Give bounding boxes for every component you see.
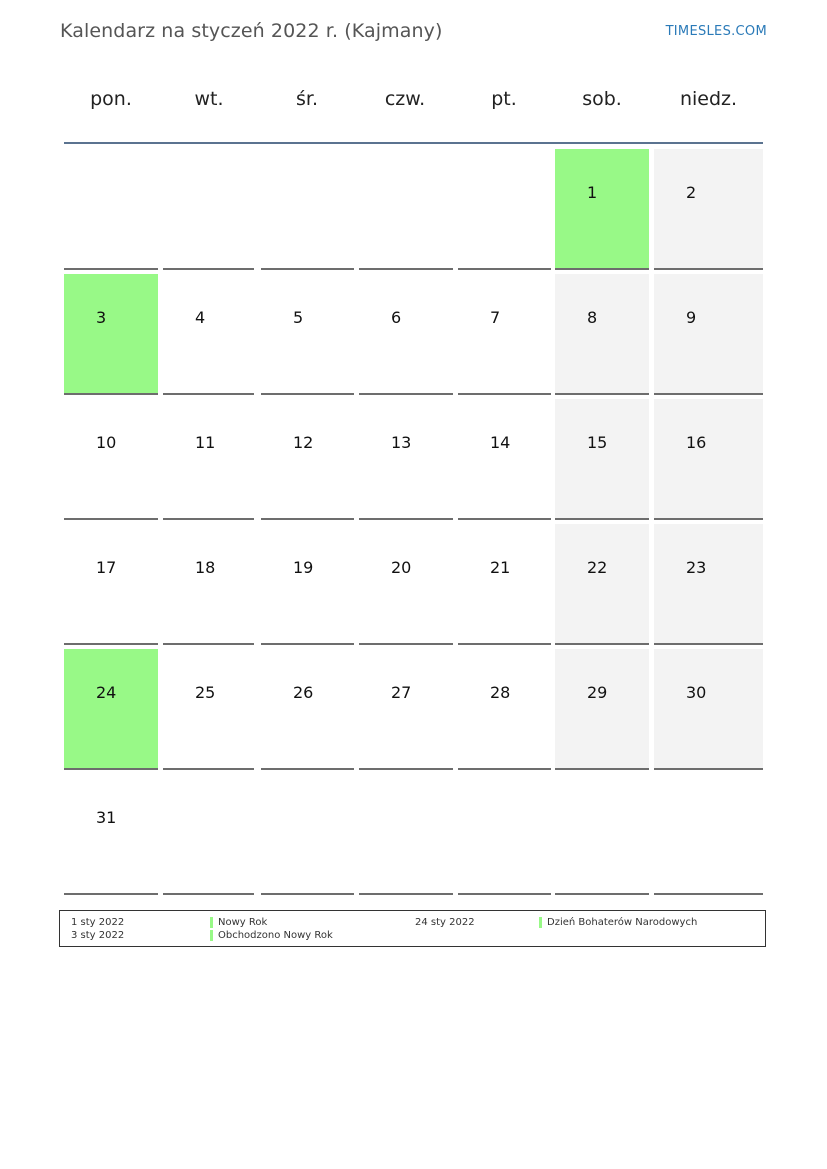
day-cell-wed[interactable] xyxy=(261,274,354,395)
legend-date: 24 sty 2022 xyxy=(415,917,475,928)
weekday-fri: pt. xyxy=(491,88,517,110)
day-number: 15 xyxy=(587,433,608,452)
weekday-thu: czw. xyxy=(384,88,426,110)
day-cell-fri xyxy=(458,774,551,895)
weekday-sun: niedz. xyxy=(679,88,738,110)
day-number: 25 xyxy=(195,683,216,702)
day-number: 5 xyxy=(293,308,304,327)
legend-holiday-name: Dzień Bohaterów Narodowych xyxy=(547,917,698,928)
day-cell-tue[interactable] xyxy=(163,399,254,520)
day-cell-wed[interactable] xyxy=(261,524,354,645)
day-number: 16 xyxy=(686,433,707,452)
legend-holiday-marker xyxy=(210,930,213,941)
day-cell-sat[interactable] xyxy=(555,399,649,520)
day-cell-mon[interactable] xyxy=(64,399,158,520)
day-number: 3 xyxy=(96,308,107,327)
legend-holiday-marker xyxy=(210,917,213,928)
day-number: 9 xyxy=(686,308,697,327)
day-cell-thu[interactable] xyxy=(359,524,453,645)
legend-date: 1 sty 2022 xyxy=(71,917,125,928)
day-cell-thu[interactable] xyxy=(359,274,453,395)
day-number: 19 xyxy=(293,558,314,577)
day-cell-thu xyxy=(359,149,453,270)
day-number: 31 xyxy=(96,808,117,827)
day-number: 7 xyxy=(490,308,501,327)
day-number: 10 xyxy=(96,433,117,452)
page-title: Kalendarz na styczeń 2022 r. (Kajmany) xyxy=(60,20,443,42)
weekday-sat: sob. xyxy=(582,88,622,110)
day-number: 18 xyxy=(195,558,216,577)
day-cell-thu xyxy=(359,774,453,895)
day-number: 29 xyxy=(587,683,608,702)
day-cell-thu[interactable] xyxy=(359,399,453,520)
day-number: 28 xyxy=(490,683,511,702)
day-cell-fri[interactable] xyxy=(458,399,551,520)
day-cell-mon[interactable] xyxy=(64,274,158,395)
day-cell-wed[interactable] xyxy=(261,399,354,520)
day-number: 14 xyxy=(490,433,511,452)
weekday-wed: śr. xyxy=(295,88,318,110)
day-number: 2 xyxy=(686,183,697,202)
day-number: 17 xyxy=(96,558,117,577)
day-cell-wed[interactable] xyxy=(261,649,354,770)
day-cell-mon[interactable] xyxy=(64,524,158,645)
day-cell-mon xyxy=(64,149,158,270)
day-cell-tue[interactable] xyxy=(163,524,254,645)
day-cell-thu[interactable] xyxy=(359,649,453,770)
weekday-mon: pon. xyxy=(90,88,132,110)
day-cell-fri xyxy=(458,149,551,270)
brand-link[interactable]: TIMESLES.COM xyxy=(665,24,767,39)
day-cell-sat xyxy=(555,774,649,895)
day-cell-sun[interactable] xyxy=(654,649,763,770)
day-cell-sat[interactable] xyxy=(555,649,649,770)
day-cell-mon[interactable] xyxy=(64,649,158,770)
day-number: 11 xyxy=(195,433,216,452)
day-number: 8 xyxy=(587,308,598,327)
day-cell-sat[interactable] xyxy=(555,524,649,645)
day-number: 20 xyxy=(391,558,412,577)
day-number: 4 xyxy=(195,308,206,327)
legend-date: 3 sty 2022 xyxy=(71,930,125,941)
legend-holiday-name: Nowy Rok xyxy=(218,917,268,928)
legend-holiday-name: Obchodzono Nowy Rok xyxy=(218,930,333,941)
day-cell-mon[interactable] xyxy=(64,774,158,895)
weekday-tue: wt. xyxy=(194,88,224,110)
day-number: 12 xyxy=(293,433,314,452)
day-number: 30 xyxy=(686,683,707,702)
day-cell-tue xyxy=(163,149,254,270)
day-number: 21 xyxy=(490,558,511,577)
day-number: 27 xyxy=(391,683,412,702)
day-cell-wed xyxy=(261,774,354,895)
day-number: 13 xyxy=(391,433,412,452)
holiday-legend xyxy=(59,910,766,947)
day-cell-sun[interactable] xyxy=(654,149,763,270)
day-cell-tue[interactable] xyxy=(163,274,254,395)
day-number: 24 xyxy=(96,683,117,702)
day-cell-fri[interactable] xyxy=(458,524,551,645)
day-cell-sat[interactable] xyxy=(555,274,649,395)
day-cell-sun[interactable] xyxy=(654,399,763,520)
day-cell-tue xyxy=(163,774,254,895)
day-cell-sun[interactable] xyxy=(654,524,763,645)
day-cell-tue[interactable] xyxy=(163,649,254,770)
day-cell-sat[interactable] xyxy=(555,149,649,270)
day-cell-fri[interactable] xyxy=(458,649,551,770)
legend-holiday-marker xyxy=(539,917,542,928)
day-number: 26 xyxy=(293,683,314,702)
day-number: 22 xyxy=(587,558,608,577)
day-number: 23 xyxy=(686,558,707,577)
day-number: 1 xyxy=(587,183,598,202)
day-cell-wed xyxy=(261,149,354,270)
day-cell-sun[interactable] xyxy=(654,274,763,395)
day-cell-fri[interactable] xyxy=(458,274,551,395)
day-cell-sun xyxy=(654,774,763,895)
day-number: 6 xyxy=(391,308,402,327)
